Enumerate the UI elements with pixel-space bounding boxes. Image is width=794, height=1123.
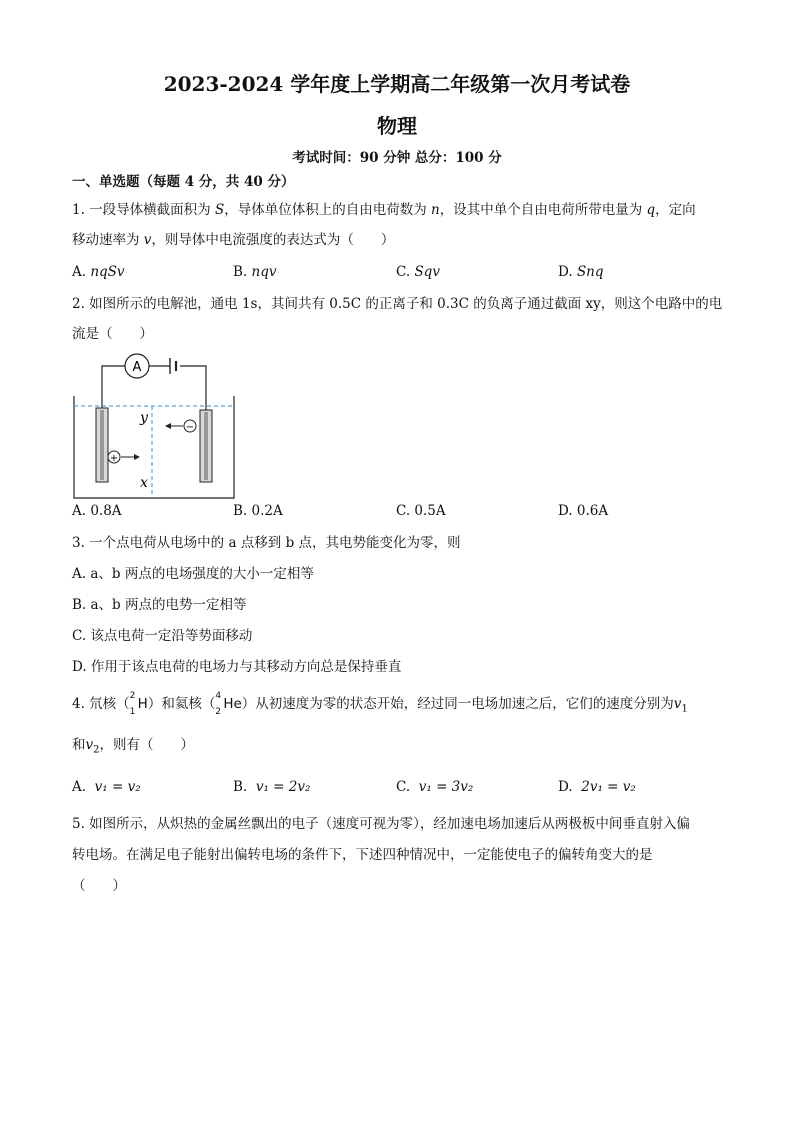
q1-option-c[interactable]: C. Sqv bbox=[396, 264, 440, 280]
svg-text:−: − bbox=[185, 422, 195, 433]
exam-title: 2023-2024 学年度上学期高二年级第一次月考试卷 bbox=[163, 72, 631, 96]
q3-option-b[interactable]: B. a、b 两点的电势一定相等 bbox=[72, 597, 247, 613]
q4-stem-line2: 和$v_2$，则有（ ） bbox=[72, 737, 195, 756]
svg-text:x: x bbox=[140, 475, 148, 491]
q1-option-b[interactable]: B. nqv bbox=[233, 264, 277, 280]
q4-option-d[interactable]: D. 2v₁ = v₂ bbox=[558, 779, 636, 795]
q2-stem-line2: 流是（ ） bbox=[72, 326, 153, 342]
q4-option-b[interactable]: B. v₁ = 2v₂ bbox=[233, 779, 311, 795]
q1-stem-line2: 移动速率为 v，则导体中电流强度的表达式为（ ） bbox=[72, 232, 395, 248]
q3-option-d[interactable]: D. 作用于该点电荷的电场力与其移动方向总是保持垂直 bbox=[72, 659, 402, 675]
q5-stem-line3: （ ） bbox=[72, 878, 126, 894]
svg-text:y: y bbox=[140, 410, 148, 426]
q2-option-a[interactable]: A. 0.8A bbox=[72, 503, 122, 519]
q2-stem-line1: 2. 如图所示的电解池，通电 1s，其间共有 0.5C 的正离子和 0.3C 的负离子通过截面 xy，则这个电路中的电 bbox=[72, 296, 723, 312]
svg-text:A: A bbox=[132, 360, 142, 375]
helium-symbol: 4 2 He bbox=[215, 691, 242, 717]
exam-info: 考试时间：90 分钟 总分：100 分 bbox=[292, 150, 502, 166]
q3-option-a[interactable]: A. a、b 两点的电场强度的大小一定相等 bbox=[72, 566, 314, 582]
q1-option-d[interactable]: D. Snq bbox=[558, 264, 604, 280]
q2-option-d[interactable]: D. 0.6A bbox=[558, 503, 609, 519]
q5-stem-line1: 5. 如图所示，从炽热的金属丝飘出的电子（速度可视为零），经加速电场加速后从两极板中间垂直射入偏 bbox=[72, 816, 690, 832]
q3-option-c[interactable]: C. 该点电荷一定沿等势面移动 bbox=[72, 628, 253, 644]
subject-title: 物理 bbox=[377, 114, 417, 138]
q5-stem-line2: 转电场。在满足电子能射出偏转电场的条件下，下述四种情况中，一定能使电子的偏转角变大的是 bbox=[72, 847, 653, 863]
q4-option-c[interactable]: C. v₁ = 3v₂ bbox=[396, 779, 474, 795]
q2-option-c[interactable]: C. 0.5A bbox=[396, 503, 446, 519]
q4-stem-line1: 4. 氘核（ 2 1 H）和氦核（ 4 2 He）从初速度为零的状态开始，经过同一电场加速之后，它们的速度分别为$v_1$ bbox=[72, 691, 688, 717]
q1-option-a[interactable]: A. nqSv bbox=[72, 264, 125, 280]
electrolytic-cell-diagram bbox=[70, 350, 240, 500]
q4-option-a[interactable]: A. v₁ = v₂ bbox=[72, 779, 141, 795]
q2-option-b[interactable]: B. 0.2A bbox=[233, 503, 283, 519]
q1-stem-line1: 1. 一段导体横截面积为 S，导体单位体积上的自由电荷数为 n，设其中单个自由电荷所带电量为 q，定向 bbox=[72, 202, 696, 218]
deuterium-symbol: 2 1 H bbox=[129, 691, 148, 717]
svg-text:+: + bbox=[109, 453, 119, 464]
section-heading: 一、单选题（每题 4 分，共 40 分） bbox=[72, 174, 295, 190]
q3-stem: 3. 一个点电荷从电场中的 a 点移到 b 点，其电势能变化为零，则 bbox=[72, 535, 461, 551]
